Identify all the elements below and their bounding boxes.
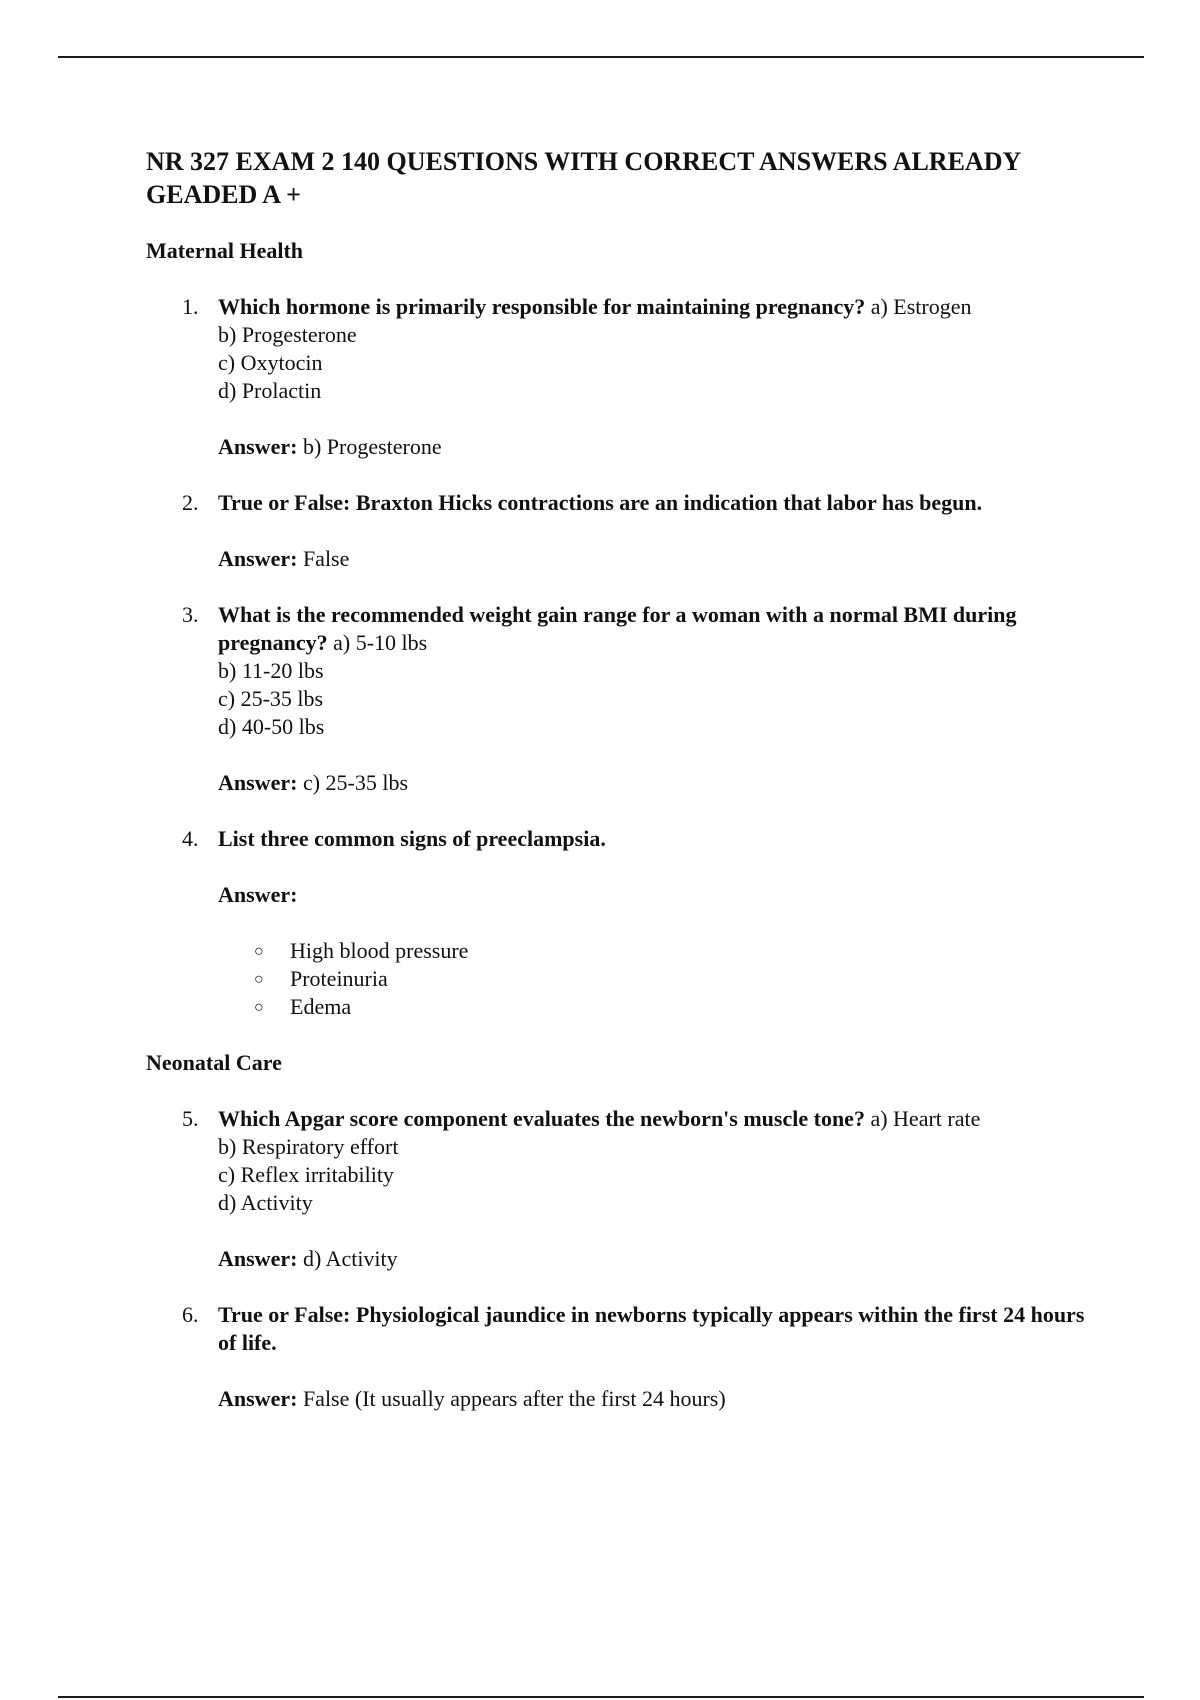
answer-label: Answer:	[218, 434, 298, 459]
question-text: What is the recommended weight gain range for a woman with a normal BMI during pregnancy?	[218, 602, 1017, 655]
section-heading-maternal-health: Maternal Health	[146, 238, 304, 263]
document-body	[146, 145, 1086, 1413]
question-text: Which Apgar score component evaluates the newborn's muscle tone?	[218, 1106, 865, 1131]
answer-value: False	[302, 546, 350, 571]
option-d: d) Activity	[218, 1190, 313, 1215]
question-number: 6.	[182, 1302, 199, 1327]
circle-bullet-icon: ○	[254, 971, 264, 988]
answer-label: Answer:	[218, 1386, 298, 1411]
answer-bullet-list	[218, 937, 1086, 1021]
answer-label: Answer:	[218, 1246, 298, 1271]
question-text: List three common signs of preeclampsia.	[218, 826, 606, 851]
question-number: 2.	[182, 490, 199, 515]
question-number: 3.	[182, 602, 199, 627]
question-number: 1.	[182, 294, 199, 319]
option-d: d) Prolactin	[218, 378, 322, 403]
option-d: d) 40-50 lbs	[218, 714, 325, 739]
question-1	[146, 293, 1086, 461]
question-6	[146, 1301, 1086, 1413]
option-c: c) Oxytocin	[218, 350, 323, 375]
option-c: c) 25-35 lbs	[218, 686, 324, 711]
document-title: NR 327 EXAM 2 140 QUESTIONS WITH CORRECT ANSWERS ALREADY GEADED A +	[146, 147, 1021, 209]
option-b: b) Progesterone	[218, 322, 357, 347]
list-item	[218, 993, 1086, 1021]
answer	[218, 545, 1086, 573]
question-2	[146, 489, 1086, 573]
option-b: b) Respiratory effort	[218, 1134, 399, 1159]
question-3	[146, 601, 1086, 797]
option-a: a) Estrogen	[870, 294, 972, 319]
question-number: 5.	[182, 1106, 199, 1131]
answer-label: Answer:	[218, 546, 298, 571]
answer-value: c) 25-35 lbs	[302, 770, 409, 795]
question-list-maternal-health	[146, 293, 1086, 1021]
list-item	[218, 965, 1086, 993]
answer	[218, 1385, 1086, 1413]
question-text: True or False: Physiological jaundice in newborns typically appears within the first 24 hours of life.	[218, 1302, 1085, 1355]
section-heading-neonatal-care: Neonatal Care	[146, 1050, 282, 1075]
bottom-divider	[58, 1696, 1144, 1698]
option-b: b) 11-20 lbs	[218, 658, 324, 683]
list-item	[218, 937, 1086, 965]
answer	[218, 433, 1086, 461]
list-item-text: Proteinuria	[290, 966, 388, 991]
question-4	[146, 825, 1086, 1021]
answer	[218, 881, 1086, 909]
question-5	[146, 1105, 1086, 1273]
list-item-text: Edema	[290, 994, 352, 1019]
circle-bullet-icon: ○	[254, 943, 264, 960]
question-text: True or False: Braxton Hicks contractions are an indication that labor has begun.	[218, 490, 983, 515]
answer-value: d) Activity	[302, 1246, 398, 1271]
answer	[218, 769, 1086, 797]
top-divider	[58, 56, 1144, 58]
question-list-neonatal-care	[146, 1105, 1086, 1413]
answer-label: Answer:	[218, 882, 298, 907]
question-text: Which hormone is primarily responsible for maintaining pregnancy?	[218, 294, 866, 319]
option-a: a) 5-10 lbs	[333, 630, 428, 655]
question-number: 4.	[182, 826, 199, 851]
option-c: c) Reflex irritability	[218, 1162, 394, 1187]
answer	[218, 1245, 1086, 1273]
option-a: a) Heart rate	[870, 1106, 981, 1131]
circle-bullet-icon: ○	[254, 999, 264, 1016]
list-item-text: High blood pressure	[290, 938, 469, 963]
answer-label: Answer:	[218, 770, 298, 795]
answer-value: b) Progesterone	[302, 434, 442, 459]
answer-value: False (It usually appears after the first 24 hours)	[302, 1386, 726, 1411]
